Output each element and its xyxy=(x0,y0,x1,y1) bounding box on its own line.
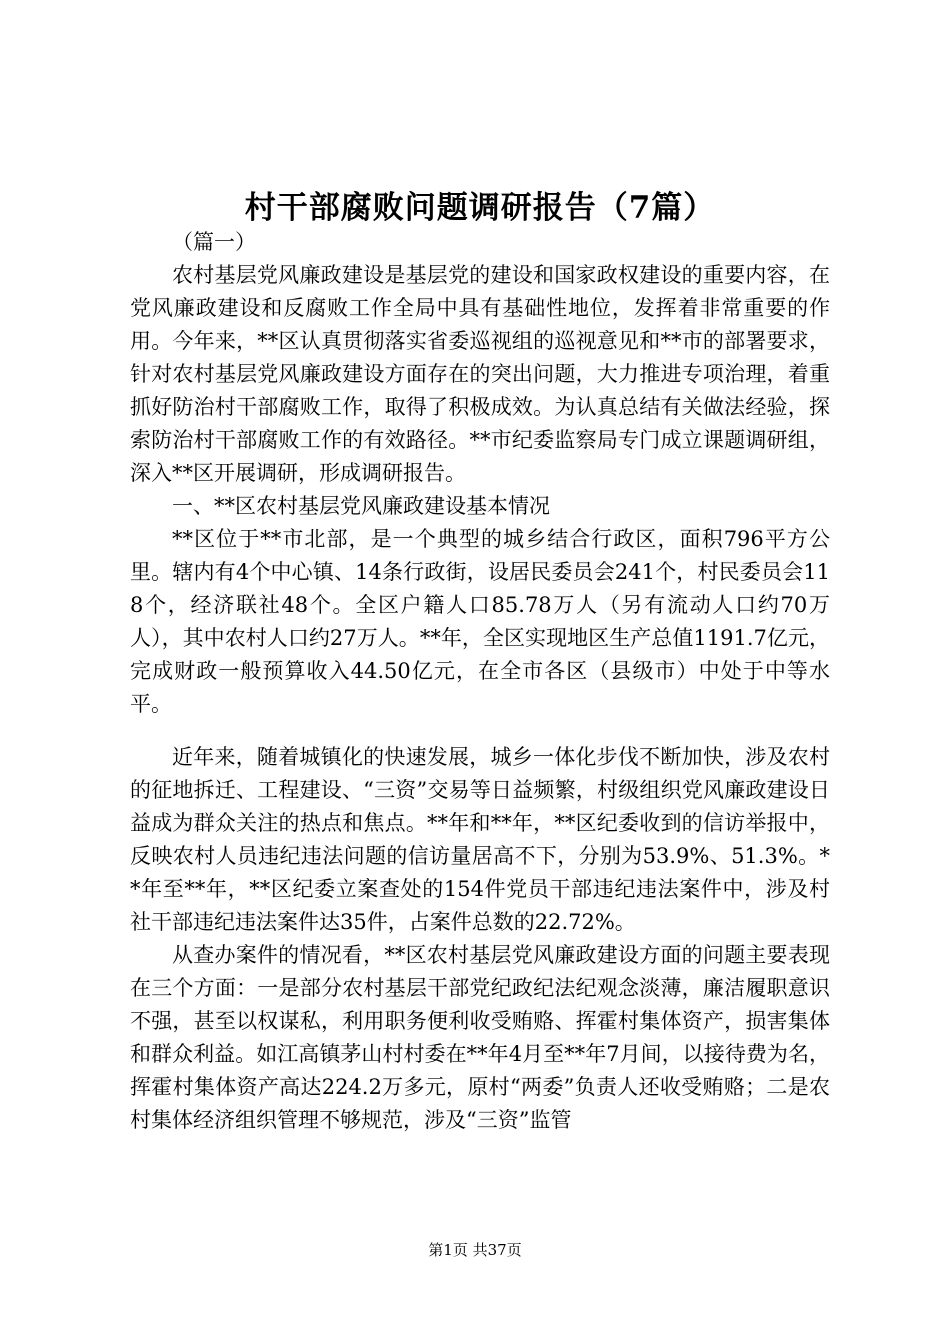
page-footer: 第1页 共37页 xyxy=(428,1241,522,1259)
body-paragraph: 农村基层党风廉政建设是基层党的建设和国家政权建设的重要内容，在党风廉政建设和反腐败工作全局中具有基础性地位，发挥着非常重要的作用。今年来，**区认真贯彻落实省委巡视组的巡视意见和**市的部署要求，针对农村基层党风廉政建设方面存在的突出问题，大力推进专项治理，着重抓好防治村干部腐败工作，取得了积极成效。为认真总结有关做法经验，探索防治村干部腐败工作的有效路径。**市纪委监察局专门成立课题调研组，深入**区开展调研，形成调研报告。 xyxy=(130,263,830,485)
body-paragraph: 从查办案件的情况看，**区农村基层党风廉政建设方面的问题主要表现在三个方面：一是部分农村基层干部党纪政纪法纪观念淡薄，廉洁履职意识不强，甚至以权谋私，利用职务便利收受贿赂、挥霍村集体资产，损害集体和群众利益。如江高镇茅山村村委在**年4月至**年7月间，以接待费为名，挥霍村集体资产高达224.2万多元，原村“两委”负责人还收受贿赂；二是农村集体经济组织管理不够规范，涉及“三资”监管 xyxy=(130,943,830,1132)
section-label: （篇一） xyxy=(172,230,256,254)
body-paragraph: **区位于**市北部，是一个典型的城乡结合行政区，面积796平方公里。辖内有4个中心镇、14条行政街，设居民委员会241个，村民委员会118个，经济联社48个。全区户籍人口85.78万人（另有流动人口约70万人），其中农村人口约27万人。**年，全区实现地区生产总值1191.7亿元，完成财政一般预算收入44.50亿元，在全市各区（县级市）中处于中等水平。 xyxy=(130,527,830,716)
document-title: 村干部腐败问题调研报告（7篇） xyxy=(244,190,716,226)
body-paragraph: 近年来，随着城镇化的快速发展，城乡一体化步伐不断加快，涉及农村的征地拆迁、工程建设、“三资”交易等日益频繁，村级组织党风廉政建设日益成为群众关注的热点和焦点。**年和**年，**区纪委收到的信访举报中，反映农村人员违纪违法问题的信访量居高不下，分别为53.9%、51.3%。**年至**年，**区纪委立案查处的154件党员干部违纪违法案件中，涉及村社干部违纪违法案件达35件，占案件总数的22.72%。 xyxy=(130,745,830,934)
section-heading: 一、**区农村基层党风廉政建设基本情况 xyxy=(172,494,550,518)
document-body xyxy=(130,226,830,1137)
